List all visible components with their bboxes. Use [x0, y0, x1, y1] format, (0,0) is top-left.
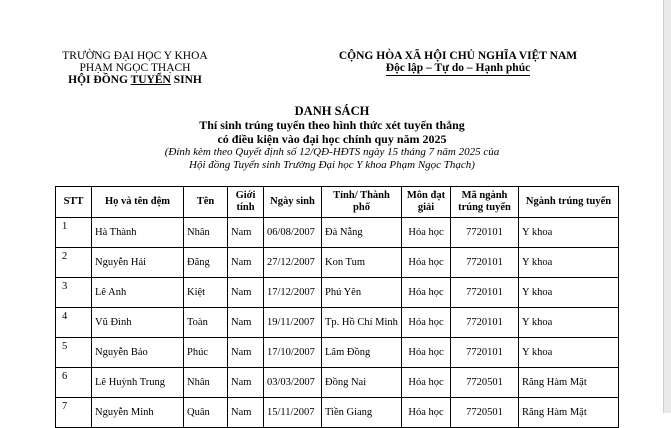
header-gioi-tinh: Giới tính	[228, 187, 264, 218]
cell-nganh: Răng Hàm Mặt	[519, 368, 619, 398]
cell-nganh: Y khoa	[519, 248, 619, 278]
cell-stt: 1	[56, 218, 92, 248]
cell-ho-dem: Nguyễn Hải	[92, 248, 184, 278]
header-ngay-sinh: Ngày sinh	[264, 187, 322, 218]
cell-ho-dem: Nguyễn Bảo	[92, 338, 184, 368]
cell-gioi-tinh: Nam	[228, 368, 264, 398]
cell-nganh: Y khoa	[519, 278, 619, 308]
council-name-part3: SINH	[170, 74, 202, 86]
header-ho-dem: Họ và tên đệm	[92, 187, 184, 218]
cell-ngay-sinh: 15/11/2007	[264, 398, 322, 428]
council-name-part1: HỘI ĐỒNG	[68, 74, 131, 86]
cell-ma-nganh: 7720101	[451, 218, 519, 248]
cell-ma-nganh: 7720501	[451, 368, 519, 398]
cell-nganh: Y khoa	[519, 218, 619, 248]
document-note-1: (Đính kèm theo Quyết định số 12/QĐ-HĐTS ngày 15 tháng 7 năm 2025 của	[164, 146, 500, 158]
university-name-line1: TRƯỜNG ĐẠI HỌC Y KHOA	[62, 50, 208, 62]
council-name	[40, 74, 230, 86]
cell-ma-nganh: 7720501	[451, 398, 519, 428]
cell-ma-nganh: 7720101	[451, 248, 519, 278]
header-tinh: Tỉnh/ Thành phố	[322, 187, 402, 218]
cell-ho-dem: Nguyễn Minh	[92, 398, 184, 428]
cell-stt: 3	[56, 278, 92, 308]
cell-ma-nganh: 7720101	[451, 308, 519, 338]
country-name: CỘNG HÒA XÃ HỘI CHỦ NGHĨA VIỆT NAM	[338, 50, 578, 62]
table-row	[56, 308, 619, 338]
cell-ten: Nhân	[184, 218, 228, 248]
cell-ngay-sinh: 06/08/2007	[264, 218, 322, 248]
cell-ho-dem: Vũ Đình	[92, 308, 184, 338]
cell-ngay-sinh: 03/03/2007	[264, 368, 322, 398]
cell-tinh: Phú Yên	[322, 278, 402, 308]
header-ten: Tên	[184, 187, 228, 218]
cell-ho-dem: Lê Anh	[92, 278, 184, 308]
document-title-block	[0, 104, 664, 172]
cell-stt: 7	[56, 398, 92, 428]
cell-nganh: Y khoa	[519, 308, 619, 338]
cell-stt: 5	[56, 338, 92, 368]
cell-tinh: Đồng Nai	[322, 368, 402, 398]
cell-ngay-sinh: 17/10/2007	[264, 338, 322, 368]
cell-mon: Hóa học	[402, 278, 451, 308]
cell-ten: Đăng	[184, 248, 228, 278]
admission-table	[55, 186, 619, 428]
header-stt: STT	[56, 187, 92, 218]
national-motto: Độc lập – Tự do – Hạnh phúc	[385, 62, 531, 74]
cell-ten: Toàn	[184, 308, 228, 338]
cell-mon: Hóa học	[402, 308, 451, 338]
cell-ho-dem: Lê Huỳnh Trung	[92, 368, 184, 398]
table-row	[56, 218, 619, 248]
cell-gioi-tinh: Nam	[228, 278, 264, 308]
cell-ten: Kiệt	[184, 278, 228, 308]
cell-mon: Hóa học	[402, 218, 451, 248]
table-row	[56, 368, 619, 398]
university-name-line2: PHẠM NGỌC THẠCH	[79, 62, 191, 74]
cell-nganh: Y khoa	[519, 338, 619, 368]
cell-mon: Hóa học	[402, 248, 451, 278]
table-row	[56, 338, 619, 368]
cell-tinh: Tiền Giang	[322, 398, 402, 428]
header-mon: Môn đạt giải	[402, 187, 451, 218]
cell-stt: 2	[56, 248, 92, 278]
document-title: DANH SÁCH	[294, 104, 370, 118]
document-note-2: Hội đồng Tuyển sinh Trường Đại học Y khoa Phạm Ngọc Thạch)	[189, 159, 475, 171]
cell-ten: Phúc	[184, 338, 228, 368]
table-row	[56, 278, 619, 308]
cell-ngay-sinh: 27/12/2007	[264, 248, 322, 278]
cell-tinh: Kon Tum	[322, 248, 402, 278]
cell-gioi-tinh: Nam	[228, 218, 264, 248]
table-row	[56, 248, 619, 278]
document-subtitle-1: Thí sinh trúng tuyển theo hình thức xét tuyển thẳng	[199, 118, 465, 132]
council-name-part2: TUYỂN	[130, 74, 171, 86]
issuer-header	[40, 50, 230, 86]
cell-tinh: Lâm Đồng	[322, 338, 402, 368]
cell-mon: Hóa học	[402, 368, 451, 398]
document-subtitle-2: có điều kiện vào đại học chính quy năm 2025	[217, 132, 447, 146]
cell-ten: Quân	[184, 398, 228, 428]
cell-mon: Hóa học	[402, 338, 451, 368]
cell-ngay-sinh: 17/12/2007	[264, 278, 322, 308]
header-ma-nganh: Mã ngành trúng tuyển	[451, 187, 519, 218]
cell-tinh: Tp. Hồ Chí Minh	[322, 308, 402, 338]
page-edge	[663, 0, 671, 413]
cell-ma-nganh: 7720101	[451, 278, 519, 308]
cell-ma-nganh: 7720101	[451, 338, 519, 368]
cell-gioi-tinh: Nam	[228, 338, 264, 368]
cell-gioi-tinh: Nam	[228, 398, 264, 428]
table-header-row	[56, 187, 619, 218]
cell-mon: Hóa học	[402, 398, 451, 428]
cell-tinh: Đà Nẵng	[322, 218, 402, 248]
cell-ho-dem: Hà Thành	[92, 218, 184, 248]
cell-gioi-tinh: Nam	[228, 248, 264, 278]
cell-gioi-tinh: Nam	[228, 308, 264, 338]
cell-ten: Nhân	[184, 368, 228, 398]
header-nganh: Ngành trúng tuyển	[519, 187, 619, 218]
cell-nganh: Răng Hàm Mặt	[519, 398, 619, 428]
cell-stt: 4	[56, 308, 92, 338]
national-header	[312, 50, 604, 74]
cell-stt: 6	[56, 368, 92, 398]
cell-ngay-sinh: 19/11/2007	[264, 308, 322, 338]
